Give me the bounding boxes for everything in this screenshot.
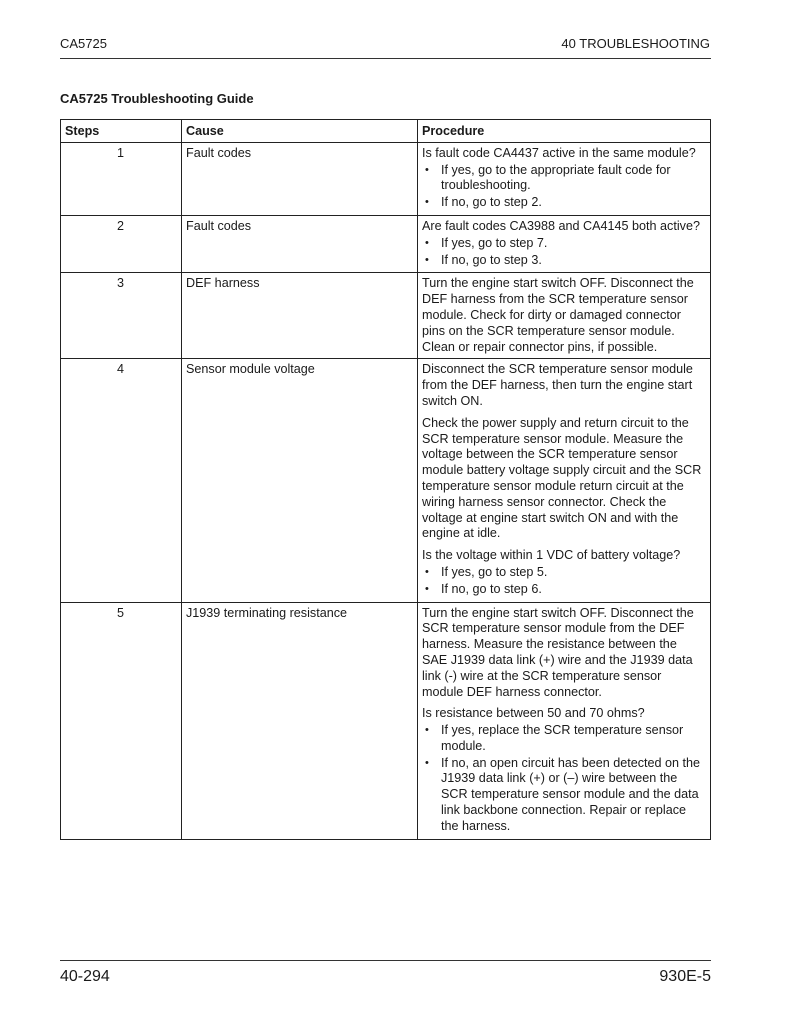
procedure-bullet-list: [422, 163, 705, 211]
procedure-cell: [418, 142, 711, 215]
procedure-bullet-list: [422, 236, 705, 269]
step-number: 2: [61, 215, 182, 272]
column-header-steps: Steps: [61, 120, 182, 143]
procedure-bullet: • If no, go to step 2.: [422, 195, 705, 211]
step-number: 4: [61, 359, 182, 602]
step-number: 3: [61, 273, 182, 359]
table-body: [61, 142, 711, 839]
cause-text: Fault codes: [182, 142, 418, 215]
column-header-procedure: Procedure: [418, 120, 711, 143]
procedure-paragraph: Is the voltage within 1 VDC of battery voltage?: [422, 548, 681, 563]
procedure-cell: [418, 602, 711, 839]
procedure-bullet: • If yes, go to step 7.: [422, 236, 705, 252]
table-row: [61, 142, 711, 215]
cause-text: Fault codes: [182, 215, 418, 272]
procedure-paragraph: Is fault code CA4437 active in the same module?: [422, 145, 696, 160]
table-row: [61, 359, 711, 602]
table-header-row: [61, 120, 711, 143]
step-number: 1: [61, 142, 182, 215]
header-divider: [60, 58, 711, 59]
procedure-cell: [418, 273, 711, 359]
procedure-bullet-list: [422, 723, 705, 835]
page-number: 40-294: [60, 968, 110, 985]
cause-text: J1939 terminating resistance: [182, 602, 418, 839]
cause-text: Sensor module voltage: [182, 359, 418, 602]
step-number: 5: [61, 602, 182, 839]
procedure-paragraph: Is resistance between 50 and 70 ohms?: [422, 706, 645, 721]
procedure-bullet: • If yes, go to step 5.: [422, 565, 705, 581]
column-header-cause: Cause: [182, 120, 418, 143]
cause-text: DEF harness: [182, 273, 418, 359]
procedure-paragraph: Disconnect the SCR temperature sensor module from the DEF harness, then turn the engine start switch ON.: [422, 362, 693, 408]
procedure-paragraph: Are fault codes CA3988 and CA4145 both active?: [422, 218, 700, 233]
procedure-paragraph: Turn the engine start switch OFF. Disconnect the DEF harness from the SCR temperature sensor module. Check for dirty or damaged connector pins on the SCR temperature sensor module. Clean or repair connector pins, if possible.: [422, 276, 694, 354]
procedure-cell: [418, 359, 711, 602]
procedure-bullet: • If no, go to step 6.: [422, 582, 705, 598]
procedure-cell: [418, 215, 711, 272]
procedure-bullet: • If no, go to step 3.: [422, 253, 705, 269]
procedure-paragraph: Turn the engine start switch OFF. Disconnect the SCR temperature sensor module from the DEF harness. Measure the resistance between the SAE J1939 data link (+) wire and the J1939 data link (-) wire at the SCR temperature sensor module DEF harness connector.: [422, 605, 694, 699]
procedure-bullet-list: [422, 565, 705, 598]
table-row: [61, 215, 711, 272]
troubleshooting-table: [60, 119, 711, 840]
header-section-title: 40 TROUBLESHOOTING: [561, 36, 710, 51]
guide-title: CA5725 Troubleshooting Guide: [60, 91, 254, 106]
procedure-bullet: • If yes, go to the appropriate fault code for troubleshooting.: [422, 163, 705, 195]
procedure-bullet: • If no, an open circuit has been detected on the J1939 data link (+) or (–) wire between the SCR temperature sensor module and the data link backbone connection. Repair or replace the harness.: [422, 756, 705, 835]
footer-doc-code: 930E-5: [659, 968, 711, 985]
table-row: [61, 602, 711, 839]
footer-divider: [60, 960, 711, 961]
procedure-bullet: • If yes, replace the SCR temperature sensor module.: [422, 723, 705, 755]
header-doc-code: CA5725: [60, 36, 107, 51]
procedure-paragraph: Check the power supply and return circuit to the SCR temperature sensor module. Measure the voltage between the SCR temperature sensor module battery voltage supply circuit and the SCR temperature sensor module return circuit at the wiring harness sensor connector. Check the voltage at engine start switch ON and with the engine at idle.: [422, 415, 702, 541]
table-row: [61, 273, 711, 359]
